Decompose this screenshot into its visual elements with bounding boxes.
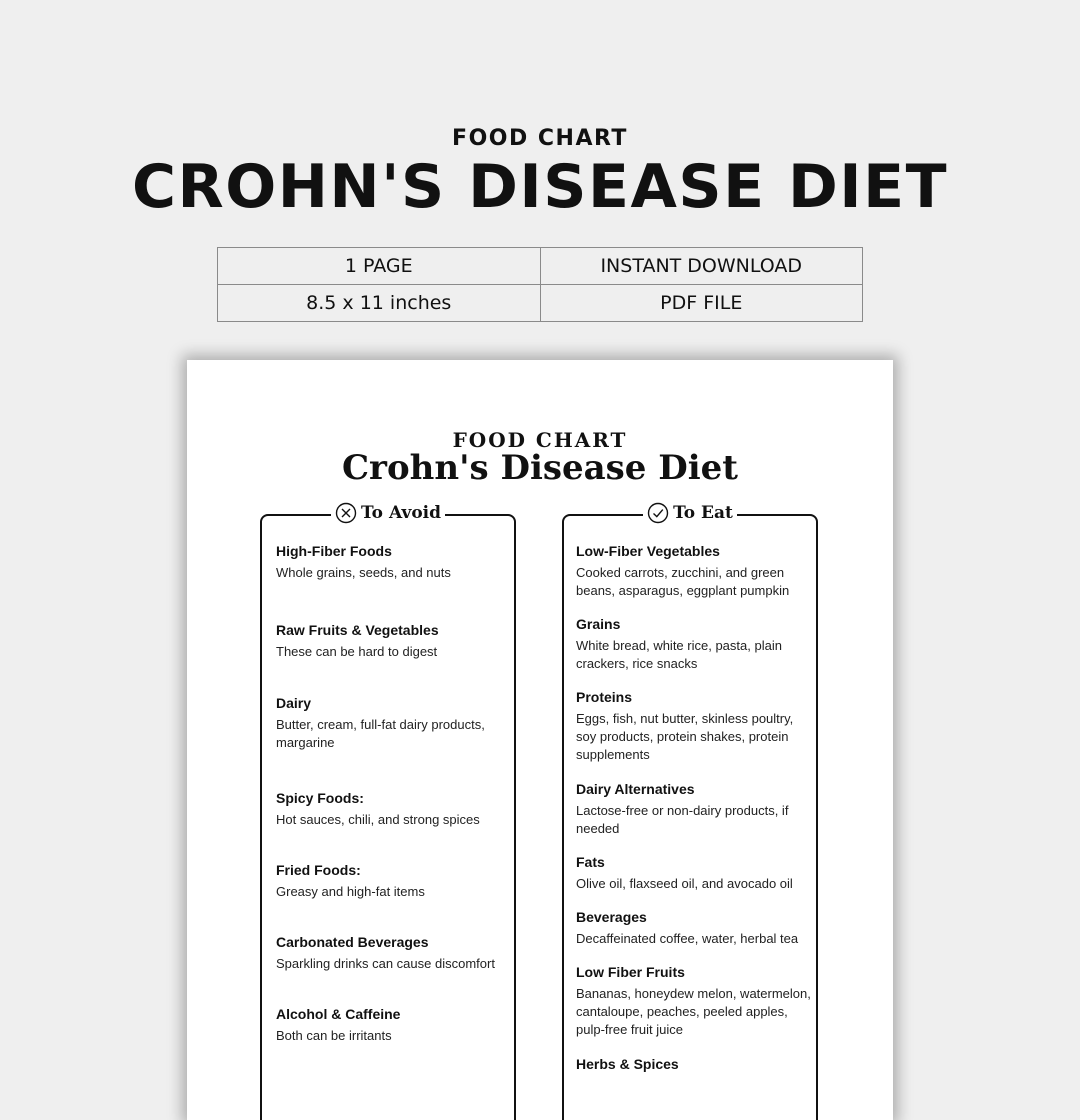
item-desc: Decaffeinated coffee, water, herbal tea — [576, 931, 799, 946]
item-desc: Both can be irritants — [276, 1028, 392, 1043]
eat-column — [562, 503, 818, 1120]
check-circle-icon — [647, 502, 669, 524]
list-item — [276, 861, 508, 901]
avoid-heading — [331, 502, 445, 524]
list-item — [276, 694, 508, 752]
item-desc: Eggs, fish, nut butter, skinless poultry, soy products, protein shakes, protein supplements — [576, 711, 794, 762]
header-subtitle: FOOD CHART — [452, 126, 628, 151]
item-title: Fried Foods: — [276, 862, 361, 878]
list-item — [576, 853, 812, 893]
item-title: Alcohol & Caffeine — [276, 1006, 401, 1022]
list-item — [576, 542, 812, 600]
item-desc: Bananas, honeydew melon, watermelon, cantaloupe, peaches, peeled apples, pulp-free fruit juice — [576, 986, 811, 1037]
info-row — [218, 285, 863, 322]
item-title: Proteins — [576, 689, 633, 705]
header-title: CROHN'S DISEASE DIET — [131, 152, 949, 222]
item-desc: Hot sauces, chili, and strong spices — [276, 812, 480, 827]
info-row — [218, 248, 863, 285]
list-item — [276, 789, 508, 829]
item-title: Fats — [576, 854, 605, 870]
x-circle-icon — [335, 502, 357, 524]
item-title: Low-Fiber Vegetables — [576, 543, 720, 559]
eat-heading-label: To Eat — [673, 503, 733, 523]
list-item — [576, 780, 812, 838]
item-title: Herbs & Spices — [576, 1056, 679, 1072]
item-title: Grains — [576, 616, 621, 632]
info-table — [217, 247, 863, 322]
sheet-subtitle: FOOD CHART — [452, 428, 628, 452]
list-item — [576, 615, 812, 673]
avoid-heading-label: To Avoid — [360, 503, 442, 523]
list-item — [276, 1005, 508, 1045]
item-title: Dairy Alternatives — [576, 781, 695, 797]
item-title: Dairy — [276, 695, 312, 711]
sheet-title: Crohn's Disease Diet — [341, 448, 739, 488]
list-item — [276, 933, 508, 973]
item-desc: Greasy and high-fat items — [276, 884, 425, 899]
eat-heading — [643, 502, 737, 524]
list-item — [576, 963, 812, 1039]
item-title: Low Fiber Fruits — [576, 964, 685, 980]
avoid-column — [260, 503, 516, 1120]
list-item — [276, 621, 508, 661]
eat-heading-wrap — [564, 502, 816, 524]
list-item — [276, 542, 508, 582]
item-desc: Lactose-free or non-dairy products, if needed — [576, 803, 789, 836]
info-cell-size: 8.5 x 11 inches — [218, 285, 541, 322]
item-desc: These can be hard to digest — [276, 644, 438, 659]
document-preview — [187, 360, 893, 1120]
item-desc: Whole grains, seeds, and nuts — [276, 565, 451, 580]
info-cell-format: PDF FILE — [540, 285, 863, 322]
item-title: Beverages — [576, 909, 647, 925]
list-item — [576, 908, 812, 948]
item-desc: Olive oil, flaxseed oil, and avocado oil — [576, 876, 793, 891]
item-title: Carbonated Beverages — [276, 934, 429, 950]
info-cell-download: INSTANT DOWNLOAD — [540, 248, 863, 285]
item-desc: Cooked carrots, zucchini, and green beans, asparagus, eggplant pumpkin — [576, 565, 790, 598]
item-desc: White bread, white rice, pasta, plain crackers, rice snacks — [576, 638, 782, 671]
list-item — [576, 1055, 812, 1077]
item-title: Spicy Foods: — [276, 790, 364, 806]
list-item — [576, 688, 812, 764]
item-desc: Butter, cream, full-fat dairy products, margarine — [276, 717, 485, 750]
item-title: High-Fiber Foods — [276, 543, 392, 559]
info-cell-pages: 1 PAGE — [218, 248, 541, 285]
avoid-heading-wrap — [262, 502, 514, 524]
item-title: Raw Fruits & Vegetables — [276, 622, 439, 638]
item-desc: Sparkling drinks can cause discomfort — [276, 956, 495, 971]
